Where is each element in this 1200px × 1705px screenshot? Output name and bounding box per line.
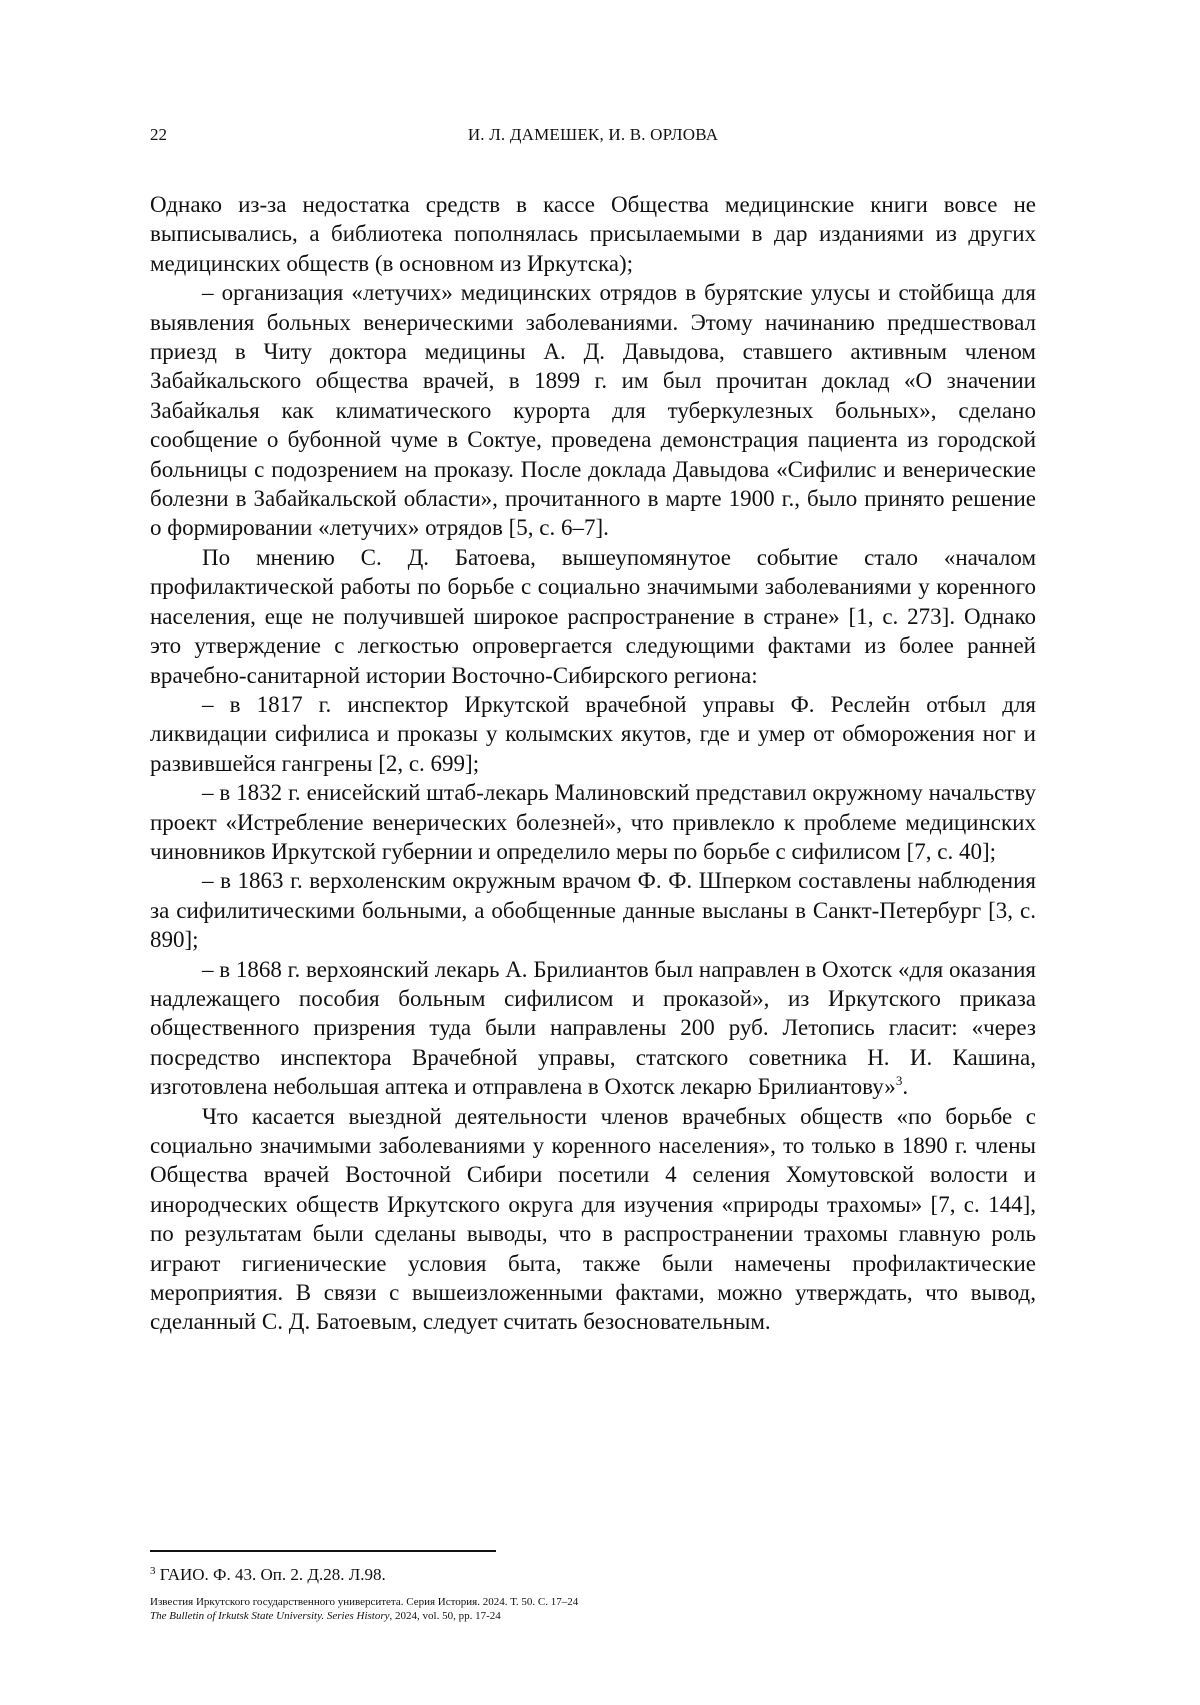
journal-title-en: The Bulletin of Irkutsk State University. Series History — [150, 1610, 390, 1622]
running-header-authors: И. Л. ДАМЕШЕК, И. В. ОРЛОВА — [150, 125, 1036, 145]
journal-volume-en: , 2024, vol. 50, pp. 17-24 — [390, 1610, 501, 1622]
article-body — [150, 190, 1036, 1337]
paragraph: По мнению С. Д. Батоева, вышеупомянутое событие стало «началом профилактической работы по борьбе с социально значимыми заболеваниями у коренного населения, еще не получившей широкое распространение в стране» [1, с. 273]. Однако это утверждение с легкостью опровергается следующими фактами из более ранней врачебно-санитарной истории Восточно-Сибирского региона: — [150, 543, 1036, 690]
paragraph-with-footnote — [150, 955, 1036, 1102]
paragraph: – в 1817 г. инспектор Иркутской врачебной управы Ф. Рeслейн отбыл для ликвидации сифилиса и проказы у колымских якутов, где и умер от обморожения ног и развившейся гангрены [2, с. 699]; — [150, 690, 1036, 778]
footnote-text: ГАИО. Ф. 43. Оп. 2. Д.28. Л.98. — [160, 1565, 386, 1584]
paragraph: – организация «летучих» медицинских отрядов в бурятские улусы и стойбища для выявления больных венерическими заболеваниями. Этому начинанию предшествовал приезд в Читу доктора медицины А. Д. Давыдова, ставшего активным членом Забайкальского общества врачей, в 1899 г. им был прочитан доклад «О значении Забайкалья как климатического курорта для туберкулезных больных», сделано сообщение о бубонной чуме в Соктуе, проведена демонстрация пациента из городской больницы с подозрением на проказу. После доклада Давыдова «Сифилис и венерические болезни в Забайкальской области», прочитанного в марте 1900 г., было принято решение о формировании «летучих» отрядов [5, с. 6–7]. — [150, 278, 1036, 543]
page-number: 22 — [150, 125, 167, 145]
footnote-divider — [150, 1550, 496, 1552]
paragraph: – в 1863 г. верхоленским окружным врачом Ф. Ф. Шперком составлены наблюдения за сифилитическими больными, а обобщенные данные высланы в Санкт-Петербург [3, с. 890]; — [150, 866, 1036, 954]
article-page — [0, 0, 1200, 1705]
footnote — [150, 1565, 386, 1585]
paragraph: Что касается выездной деятельности членов врачебных обществ «по борьбе с социально значимыми заболеваниями у коренного населения», то только в 1890 г. члены Общества врачей Восточной Сибири посетили 4 селения Хомутовской волости и инородческих обществ Иркутского округа для изучения «природы трахомы» [7, с. 144], по результатам были сделаны выводы, что в распространении трахомы главную роль играют гигиенические условия быта, также были намечены профилактические мероприятия. В связи с вышеизложенными фактами, можно утверждать, что вывод, сделанный С. Д. Батоевым, следует считать безосновательным. — [150, 1102, 1036, 1337]
journal-citation — [150, 1595, 578, 1623]
paragraph-end-period: . — [902, 1074, 908, 1099]
paragraph: Однако из-за недостатка средств в кассе Общества медицинские книги вовсе не выписывались, а библиотека пополнялась присылаемыми в дар изданиями из других медицинских обществ (в основном из Иркутска); — [150, 190, 1036, 278]
footnote-reference[interactable]: 3 — [896, 1073, 903, 1088]
journal-citation-ru: Известия Иркутского государственного университета. Серия История. 2024. Т. 50. С. 17–24 — [150, 1595, 578, 1609]
paragraph-text: – в 1868 г. верхоянский лекарь А. Брилиантов был направлен в Охотск «для оказания надлежащего пособия больным сифилисом и проказой», из Иркутского приказа общественного призрения туда были направлены 200 руб. Летопись гласит: «через посредство инспектора Врачебной управы, статского советника Н. И. Кашина, изготовлена небольшая аптека и отправлена в Охотск лекарю Брилиантову» — [150, 957, 1036, 1100]
footnote-marker: 3 — [150, 1565, 156, 1577]
running-header — [150, 125, 1036, 149]
journal-citation-en — [150, 1609, 578, 1623]
paragraph: – в 1832 г. енисейский штаб-лекарь Малиновский представил окружному начальству проект «Истребление венерических болезней», что привлекло к проблеме медицинских чиновников Иркутской губернии и определило меры по борьбе с сифилисом [7, с. 40]; — [150, 778, 1036, 866]
